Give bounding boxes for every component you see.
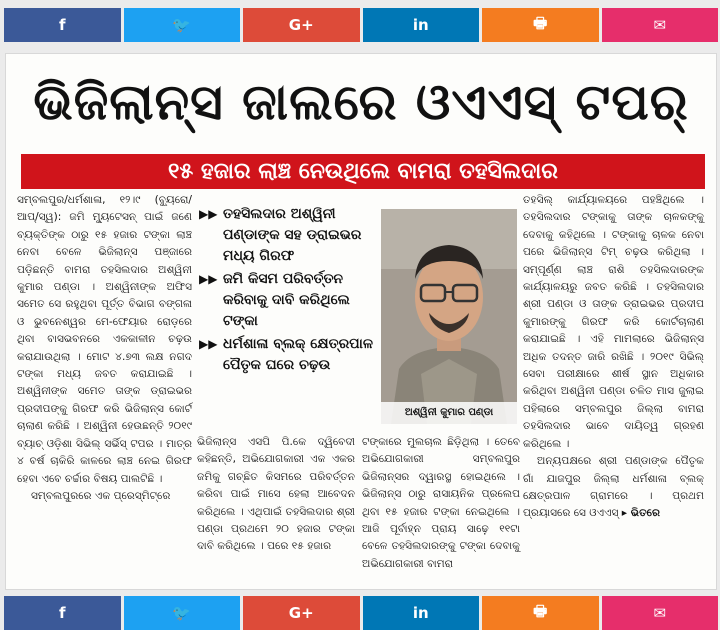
share-bar-bottom: [4, 596, 718, 630]
photo-caption: ଅଶ୍ୱିନୀ କୁମାର ପଣ୍ଡା: [381, 402, 517, 424]
highlight-text: ଧର୍ମଶାଳା ବ୍ଲକ୍ କ୍ଷେତ୍ରପାଳ ପୈତୃକ ଘରେ ଚଢ଼ଉ: [223, 336, 373, 373]
article-column-2: [197, 434, 355, 556]
continued-marker: ▸ ଭିତରେ: [621, 507, 661, 520]
share-bar-top: [4, 8, 718, 42]
article-text: ଅନ୍ୟପକ୍ଷରେ ଶ୍ରୀ ପଣ୍ଡାଙ୍କ ପୈତୃକ ଗାଁ ଯାଜପୁର ଜିଲ୍ଲା ଧର୍ମଶାଳା ବ୍ଲକ୍ କ୍ଷେତ୍ରପାଳ ଗ୍ରାମରେ । ପ୍ରଥମ ପ୍ରୟାସରେ ସେ ଓଏଏସ୍: [523, 455, 704, 520]
print-share-button[interactable]: 🖶: [482, 596, 599, 630]
article-paragraph: [523, 453, 704, 523]
highlight-text: ଜମି କିସମ ପରିବର୍ତ୍ତନ କରିବାକୁ ଦାବି କରିଥିଲେ ଟଙ୍କା: [223, 271, 350, 329]
twitter-share-button[interactable]: 🐦: [124, 8, 241, 42]
highlight-text: ତହସିଲଦାର ଅଶ୍ୱିନୀ ପଣ୍ଡାଙ୍କ ସହ ଡ୍ରାଇଭର ମଧ୍ୟ ଗିରଫ: [223, 206, 362, 264]
facebook-share-button[interactable]: f: [4, 596, 121, 630]
article-paragraph: ସମ୍ବଲପୁରରେ ଏକ ପ୍ରେସ୍‌ମିଟ୍‌ରେ: [31, 489, 171, 502]
article-column-3: [523, 192, 704, 523]
newspaper-clipping: [5, 53, 717, 590]
facebook-share-button[interactable]: f: [4, 8, 121, 42]
person-illustration: [381, 209, 517, 424]
double-arrow-icon: ▶▶: [199, 337, 218, 351]
googleplus-share-button[interactable]: G+: [243, 8, 360, 42]
article-column-1: [17, 192, 192, 505]
article-paragraph: ତହସିଲ୍ କାର୍ଯ୍ୟାଳୟରେ ପହଞ୍ଚିଥିଲେ । ତହସିଲଦାର ଟଙ୍କାକୁ ତାଙ୍କ ଚାଳକଙ୍କୁ ଦେବାକୁ କହିଥିଲେ । ଟଙ୍କାକୁ ଚାଳକ ନେବା ପରେ ଭିଜିଲାନ୍ସ ଟିମ୍ ଚଢ଼ଉ କରିଥିଲା । ସମ୍ପୂର୍ଣ୍ଣ ଲାଞ୍ଚ ରାଶି ତହସିଲଦାରଙ୍କ କାର୍ଯ୍ୟାଳୟରୁ ଜବତ କରିଛି । ତହସିଲଦାର ଶ୍ରୀ ପଣ୍ଡା ଓ ତାଙ୍କ ଡ୍ରାଇଭର ପ୍ରଦୀପ କୁମାରଙ୍କୁ ଗିରଫ କରି କୋର୍ଟଚାଲାଣ କରାଯାଇଛି । ଏହି ମାମଲାରେ ଭିଜିଲାନ୍ସ ଅଧିକ ତଦନ୍ତ ଜାରି ରଖିଛି । ୨୦୧୯ ସିଭିଲ୍ ସେବା ପରୀକ୍ଷାରେ ଶୀର୍ଷ ସ୍ଥାନ ଅଧିକାର କରିଥିବା ଅଶ୍ୱିନୀ ପଣ୍ଡା ଚଳିତ ମାସ ଜୁଲାଇ ପହିଲାରେ ସମ୍ବଲପୁର ଜିଲ୍ଲା ବାମରା ତହସିଲଦାର ଭାବେ ଦାୟିତ୍ୱ ଗ୍ରହଣ କରିଥିଲେ ।: [523, 194, 704, 450]
linkedin-share-button[interactable]: in: [363, 596, 480, 630]
linkedin-share-button[interactable]: in: [363, 8, 480, 42]
email-share-button[interactable]: ✉: [602, 8, 719, 42]
double-arrow-icon: ▶▶: [199, 207, 218, 221]
article-paragraph: ଭିଜିଲାନ୍ସ ଏସପି ପି.କେ ଦ୍ୱିବେଦୀ କହିଛନ୍ତି, ଅଭିଯୋଗକାରୀ ଏକ ଏକର ଜମିକୁ ଗଚ୍ଛିତ କିସମରେ ପରିବର୍ତ୍ତନ କରିବା ପାଇଁ ମାସେ ହେଲା ଆବେଦନ କରିଥିଲେ । ଏଥିପାଇଁ ତହସିଲଦାର ଶ୍ରୀ ପଣ୍ଡା ପ୍ରଥମେ ୨୦ ହଜାର ଟଙ୍କା ଦାବି କରିଥିଲେ । ପରେ ୧୫ ହଜାର: [197, 436, 355, 553]
portrait-photo: [381, 209, 517, 424]
email-share-button[interactable]: ✉: [602, 596, 719, 630]
article-paragraph: ସମ୍ବଲପୁର/ଧର୍ମଶାଳା, ୧୨।୯ (ବ୍ୟୁରୋ/ଆପ୍/ସ୍ୱ): ଜମି ମ୍ୟୁଟେସନ୍ ପାଇଁ ଜଣେ ବ୍ୟକ୍ତିଙ୍କ ଠାରୁ ୧୫ ହଜାର ଟଙ୍କା ଲାଞ୍ଚ ନେବା ବେଳେ ଭିଜିଲାନ୍ସ ପଞ୍ଜାରେ ପଡ଼ିଛନ୍ତି ବାମରା ତହସିଲଦାର ଅଶ୍ୱିନୀ କୁମାର ପଣ୍ଡା । ଅଶ୍ୱିନୀଙ୍କ ଅଫିସ ସମେତ ସେ ରହୁଥିବା ପୂର୍ତ୍ତ ବିଭାଗ ବଙ୍ଗଳା ଓ ଭୁବନେଶ୍ୱର ମେ-ଫେୟାର ରୋଡ଼ରେ ଥିବା ବାସଭବନରେ ଏକକାଳୀନ ଚଢ଼ଉ କରାଯାଉଥିଲା । ମୋଟ ୪.୭୩ ଲକ୍ଷ ନଗଦ ଟଙ୍କା ମଧ୍ୟ ଜବତ କରାଯାଇଛି । ଅଶ୍ୱିନୀଙ୍କ ସମେତ ତାଙ୍କ ଡ୍ରାଇଭର ପ୍ରଦୀପଙ୍କୁ ଗିରଫ କରି ଭିଜିଲାନ୍ସ କୋର୍ଟ ଚାଲାଣ କରିଛି । ଅଶ୍ୱିନୀ ହେଉଛନ୍ତି ୨୦୧୯ ବ୍ୟାଚ୍ ଓଡ଼ିଶା ସିଭିଲ୍ ସର୍ଭିସ୍ ଟପର । ମାତ୍ର ୪ ବର୍ଷ ଚାକିରି କାଳରେ ଲାଞ୍ଚ ନେଇ ଗିରଫ ହେବା ଏବେ ଚର୍ଚ୍ଚାର ବିଷୟ ପାଲଟିଛି ।: [17, 194, 192, 485]
highlight-item: [199, 269, 375, 332]
highlight-item: [199, 204, 375, 267]
googleplus-share-button[interactable]: G+: [243, 596, 360, 630]
print-share-button[interactable]: 🖶: [482, 8, 599, 42]
highlight-item: [199, 334, 375, 376]
double-arrow-icon: ▶▶: [199, 272, 218, 286]
article-headline: ଭିଜିଲାନ୍ସ ଜାଲରେ ଓଏଏସ୍ ଟପର୍: [33, 73, 689, 131]
article-subheadline: ୧୫ ହଜାର ଲାଞ୍ଚ ନେଉଥିଲେ ବାମରା ତହସିଲଦାର: [21, 154, 705, 189]
highlights-box: [199, 204, 375, 378]
article-column-2b: [362, 434, 520, 573]
twitter-share-button[interactable]: 🐦: [124, 596, 241, 630]
article-paragraph: ଟଙ୍କାରେ ମୁଲଚାଲ ଛିଡ଼ିଥିଲା । ତେବେ ଅଭିଯୋଗକାରୀ ସମ୍ବଲପୁର ଭିଜିଲାନ୍ସର ଦ୍ୱାରସ୍ଥ ହୋଇଥିଲେ । ଭିଜିଲାନ୍ସ ଠାରୁ ରାସାୟନିକ ପ୍ରଲେପ ଥିବା ୧୫ ହଜାର ଟଙ୍କା ନେଇଥିଲେ । ଆଜି ପୂର୍ବାହ୍ନ ପ୍ରାୟ ସାଢ଼େ ୧୧ଟା ବେଳେ ତହସିଲଦାରଙ୍କୁ ଟଙ୍କା ଦେବାକୁ ଅଭିଯୋଗକାରୀ ବାମରା: [362, 436, 520, 570]
